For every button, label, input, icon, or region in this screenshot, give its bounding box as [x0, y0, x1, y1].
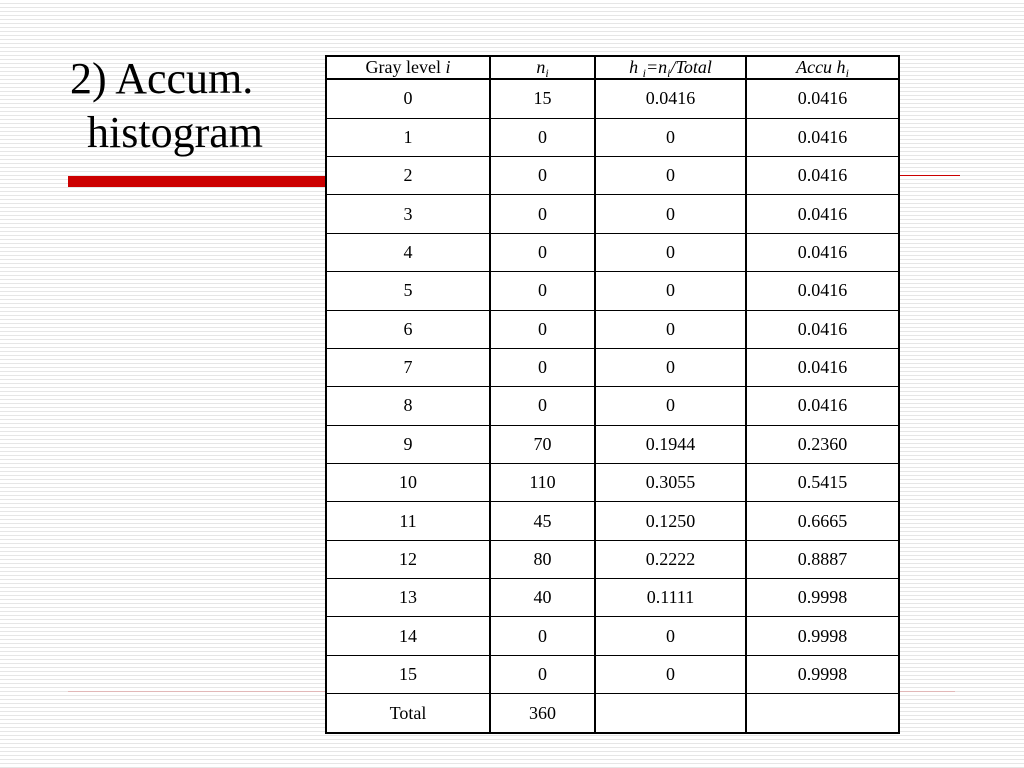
cell-normalized: 0 — [595, 157, 746, 195]
cell-count: 0 — [490, 157, 595, 195]
cell-gray-level: 7 — [326, 348, 490, 386]
cell-gray-level: 5 — [326, 272, 490, 310]
cell-normalized: 0.3055 — [595, 463, 746, 501]
table-row — [326, 425, 899, 463]
cell-count: 0 — [490, 348, 595, 386]
accumulated-histogram-table — [325, 55, 900, 734]
cell-accumulated: 0.0416 — [746, 233, 899, 271]
table-row — [326, 540, 899, 578]
cell-accumulated: 0.0416 — [746, 157, 899, 195]
cell-accumulated: 0.0416 — [746, 118, 899, 156]
table-row — [326, 348, 899, 386]
cell-gray-level: 2 — [326, 157, 490, 195]
cell-count: 80 — [490, 540, 595, 578]
header-normalized: h $_i=n_i$/Total — [595, 56, 746, 79]
cell-gray-level: 11 — [326, 502, 490, 540]
cell-gray-level: 14 — [326, 617, 490, 655]
cell-count: 0 — [490, 617, 595, 655]
cell-count: 0 — [490, 272, 595, 310]
cell-gray-level: 1 — [326, 118, 490, 156]
cell-gray-level: 12 — [326, 540, 490, 578]
table-row — [326, 463, 899, 501]
cell-normalized: 0.1111 — [595, 579, 746, 617]
cell-gray-level: 8 — [326, 387, 490, 425]
slide-title-line2: histogram — [87, 108, 263, 157]
cell-gray-level: 10 — [326, 463, 490, 501]
table-row — [326, 272, 899, 310]
cell-accumulated: 0.6665 — [746, 502, 899, 540]
cell-normalized: 0 — [595, 118, 746, 156]
cell-count: 110 — [490, 463, 595, 501]
cell-gray-level: 15 — [326, 655, 490, 693]
table-row — [326, 233, 899, 271]
cell-accumulated: 0.9998 — [746, 579, 899, 617]
cell-normalized: 0 — [595, 233, 746, 271]
cell-count: 45 — [490, 502, 595, 540]
table-row — [326, 79, 899, 118]
cell-gray-level: 0 — [326, 79, 490, 118]
table-row — [326, 157, 899, 195]
cell-gray-level: Total — [326, 694, 490, 733]
cell-normalized: 0.1250 — [595, 502, 746, 540]
table-row — [326, 118, 899, 156]
cell-normalized: 0.1944 — [595, 425, 746, 463]
cell-normalized: 0.0416 — [595, 79, 746, 118]
cell-count: 0 — [490, 387, 595, 425]
cell-accumulated: 0.0416 — [746, 310, 899, 348]
table-body — [326, 79, 899, 733]
cell-count: 360 — [490, 694, 595, 733]
cell-accumulated: 0.2360 — [746, 425, 899, 463]
cell-count: 0 — [490, 233, 595, 271]
cell-accumulated: 0.0416 — [746, 79, 899, 118]
cell-gray-level: 9 — [326, 425, 490, 463]
cell-normalized: 0 — [595, 272, 746, 310]
table-row — [326, 694, 899, 733]
header-gray-level: Gray level i — [326, 56, 490, 79]
cell-count: 70 — [490, 425, 595, 463]
header-accumulated: Accu $h_i$ — [746, 56, 899, 79]
table-row — [326, 655, 899, 693]
slide-title-line1: 2) Accum. — [70, 54, 254, 103]
cell-count: 40 — [490, 579, 595, 617]
header-count: $n_i$ — [490, 56, 595, 79]
cell-accumulated: 0.9998 — [746, 617, 899, 655]
cell-accumulated: 0.0416 — [746, 272, 899, 310]
cell-normalized: 0.2222 — [595, 540, 746, 578]
cell-normalized — [595, 694, 746, 733]
cell-accumulated: 0.0416 — [746, 348, 899, 386]
cell-count: 0 — [490, 118, 595, 156]
table-header-row — [326, 56, 899, 79]
cell-accumulated: 0.5415 — [746, 463, 899, 501]
slide-title — [70, 52, 310, 160]
cell-normalized: 0 — [595, 348, 746, 386]
cell-normalized: 0 — [595, 387, 746, 425]
cell-gray-level: 13 — [326, 579, 490, 617]
cell-gray-level: 3 — [326, 195, 490, 233]
table-row — [326, 387, 899, 425]
cell-accumulated: 0.8887 — [746, 540, 899, 578]
histogram-table-container — [325, 55, 898, 734]
table-row — [326, 310, 899, 348]
cell-accumulated: 0.0416 — [746, 387, 899, 425]
cell-count: 0 — [490, 310, 595, 348]
table-row — [326, 579, 899, 617]
cell-gray-level: 4 — [326, 233, 490, 271]
cell-normalized: 0 — [595, 655, 746, 693]
table-row — [326, 195, 899, 233]
cell-gray-level: 6 — [326, 310, 490, 348]
cell-accumulated — [746, 694, 899, 733]
cell-count: 0 — [490, 655, 595, 693]
cell-normalized: 0 — [595, 310, 746, 348]
cell-normalized: 0 — [595, 195, 746, 233]
cell-normalized: 0 — [595, 617, 746, 655]
cell-count: 15 — [490, 79, 595, 118]
cell-accumulated: 0.0416 — [746, 195, 899, 233]
cell-accumulated: 0.9998 — [746, 655, 899, 693]
cell-count: 0 — [490, 195, 595, 233]
table-row — [326, 502, 899, 540]
table-row — [326, 617, 899, 655]
